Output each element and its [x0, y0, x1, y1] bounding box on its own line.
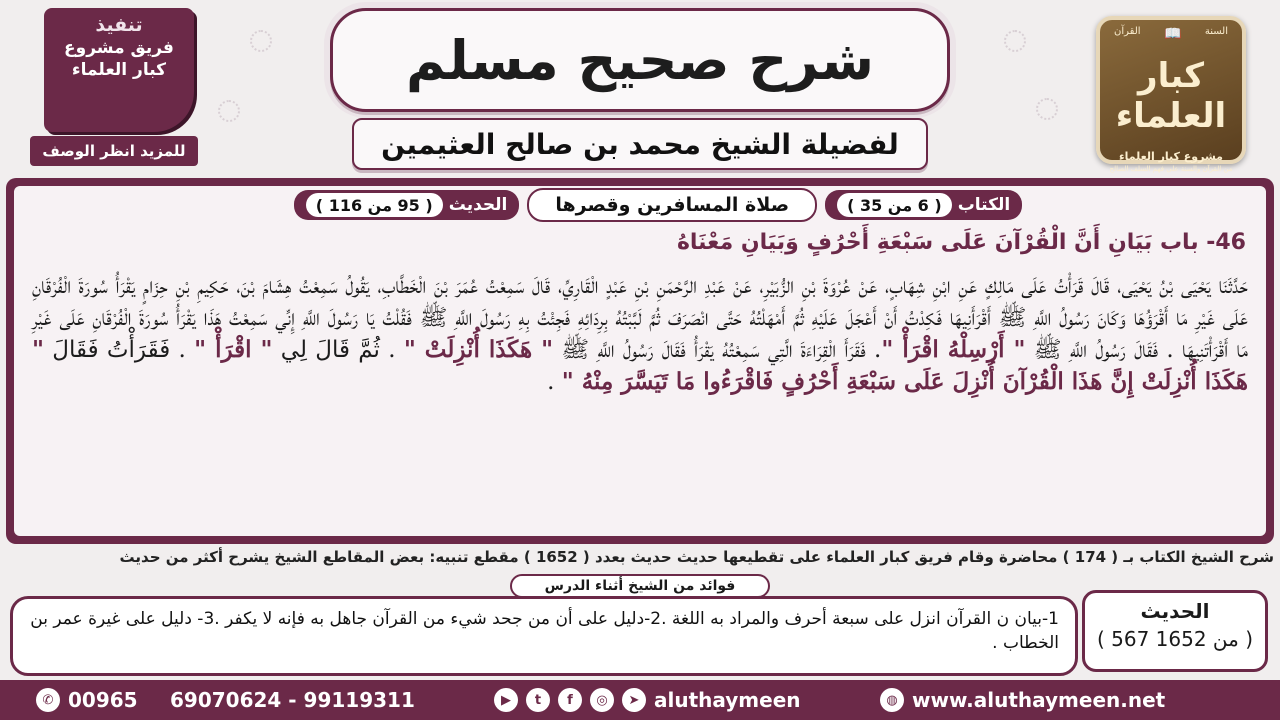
team-credit-line1: تنفيذ — [95, 14, 143, 36]
telegram-icon[interactable]: ➤ — [622, 688, 646, 712]
globe-icon: ◍ — [880, 688, 904, 712]
book-value: ( 6 من 35 ) — [837, 193, 952, 217]
series-note: شرح الشيخ الكتاب بـ ( 174 ) محاضرة وقام فريق كبار العلماء على تقطيعها حديث حديث بعدد ( 1652 ) مقطع تنبيه: بعض المقاطع الشيخ يشرح أكثر من حديث — [119, 548, 1274, 566]
phone-numbers — [170, 688, 415, 712]
logo — [1096, 16, 1246, 173]
facebook-icon[interactable]: f — [558, 688, 582, 712]
book-label: الكتاب — [957, 195, 1011, 215]
logo-name: كبار العلماء — [1115, 56, 1227, 136]
ornament — [1036, 98, 1058, 120]
hadith-counter — [1082, 590, 1268, 672]
social-handle[interactable]: aluthaymeen — [654, 688, 801, 712]
website-url: www.aluthaymeen.net — [912, 688, 1166, 712]
whatsapp-contact[interactable] — [36, 688, 138, 712]
hadith-panel-inner — [14, 186, 1266, 536]
hadith-text-part: . ثُمَّ قَالَ لِي — [272, 337, 404, 363]
hadith-highlight: " أَرْسِلْهُ اقْرَأْ " — [881, 336, 1026, 363]
hadith-text-part: حَدَّثَنَا يَحْيَى بْنُ يَحْيَى، قَالَ قَرَأْتُ عَلَى مَالِكٍ عَنِ ابْنِ شِهَابٍ، عَنْ عُرْوَةَ بْنِ الزُّبَيْرِ، عَنْ عَبْدِ الرَّحْمَنِ بْنِ عَبْدٍ الْقَارِيِّ، قَالَ سَمِعْتُ عُمَرَ بْنَ الْخَطَّابِ، يَقُولُ سَمِعْتُ هِشَامَ بْنَ، حَكِيمِ بْنِ حِزَامٍ يَقْرَأُ سُورَةَ الْفُرْقَانِ عَلَى غَيْرِ مَا أَقْرَؤُهَا وَكَانَ رَسُولُ اللَّهِ ﷺ أَقْرَأَنِيهَا فَكِدْتُ أَنْ أَعْجَلَ عَلَيْهِ ثُمَّ أَمْهَلْتُهُ حَتَّى انْصَرَفَ ثُمَّ لَبَّبْتُهُ بِرِدَائِهِ فَجِئْتُ بِهِ رَسُولَ اللَّهِ ﷺ فَقُلْتُ يَا رَسُولَ اللَّهِ إِنِّي سَمِعْتُ هَذَا يَقْرَأُ سُورَةَ الْفُرْقَانِ عَلَى غَيْرِ مَا أَقْرَأْتَنِيهَا . فَقَالَ رَسُولُ اللَّهِ ﷺ — [32, 273, 1249, 363]
twitter-icon[interactable]: t — [526, 688, 550, 712]
youtube-icon[interactable]: ▶ — [494, 688, 518, 712]
hadith-highlight: " اقْرَأْ " — [194, 336, 273, 363]
ornament — [218, 100, 240, 122]
hadith-counter-value: ( 567 من 1652 ) — [1096, 627, 1254, 651]
hadith-text — [32, 270, 1248, 398]
hadith-label: الحديث — [448, 195, 508, 215]
hadith-panel — [6, 178, 1274, 544]
benefits-box — [10, 596, 1078, 676]
team-credit-line2: فريق مشروع — [64, 38, 174, 58]
hadith-text-part: . فَقَرَأْتُ فَقَالَ — [43, 337, 195, 363]
book-icon: 📖 — [1163, 26, 1182, 42]
see-description-label: للمزيد انظر الوصف — [30, 136, 198, 166]
whatsapp-icon: ✆ — [36, 688, 60, 712]
hadith-highlight: " هَكَذَا أُنْزِلَتْ إِنَّ هَذَا الْقُرْآنَ أُنْزِلَ عَلَى سَبْعَةِ أَحْرُفٍ فَاقْرَءُوا مَا تَيَسَّرَ مِنْهُ " — [32, 336, 1248, 395]
footer-bar — [0, 680, 1280, 720]
whatsapp-number: 00965 — [68, 688, 138, 712]
title-banner — [330, 8, 950, 112]
ornament — [250, 30, 272, 52]
logo-project: مشروع كبار العلماء — [1119, 150, 1223, 163]
chapter-title: 46- باب بَيَانِ أَنَّ الْقُرْآنَ عَلَى سَبْعَةِ أَحْرُفٍ وَبَيَانِ مَعْنَاهُ — [676, 230, 1246, 255]
hadith-text-part: . فَقَرَأَ الْقِرَاءَةَ الَّتِي سَمِعْتُهُ يَقْرَأُ فَقَالَ رَسُولُ اللَّهِ ﷺ — [553, 337, 882, 363]
benefits-label: فوائد من الشيخ أثناء الدرس — [510, 574, 770, 598]
logo-quran-label: القرآن — [1114, 26, 1141, 37]
hadith-value: ( 95 من 116 ) — [306, 193, 443, 217]
team-credit-banner — [44, 8, 194, 132]
book-title: صلاة المسافرين وقصرها — [527, 188, 817, 222]
info-bar — [280, 188, 1036, 222]
book-counter — [825, 190, 1022, 220]
benefits-text: 1-بيان ن القرآن انزل على سبعة أحرف والمراد به اللغة .2-دليل على أن من جحد شيء من القرآن جاهل به فإنه لا يكفر .3- دليل على غيرة عمر بن الخطاب . — [30, 609, 1059, 653]
hadith-counter-label: الحديث — [1140, 599, 1210, 623]
team-credit-line3: كبار العلماء — [71, 60, 167, 80]
logo-tagline: من القرآن والسنة على فهم السلف الصالح — [1109, 165, 1233, 173]
hadith-in-book-counter — [294, 190, 520, 220]
website-link[interactable] — [880, 688, 1165, 712]
page-subtitle: لفضيلة الشيخ محمد بن صالح العثيمين — [381, 127, 899, 161]
hadith-text-part: . — [547, 369, 562, 395]
instagram-icon[interactable]: ◎ — [590, 688, 614, 712]
page-title: شرح صحيح مسلم — [405, 28, 875, 92]
hadith-highlight: " هَكَذَا أُنْزِلَتْ " — [403, 336, 554, 363]
social-links — [494, 688, 801, 712]
phone-numbers-text: 69070624 - 99119311 — [170, 688, 415, 712]
ornament — [1004, 30, 1026, 52]
subtitle-banner — [352, 118, 928, 170]
logo-sunnah-label: السنة — [1204, 26, 1228, 37]
